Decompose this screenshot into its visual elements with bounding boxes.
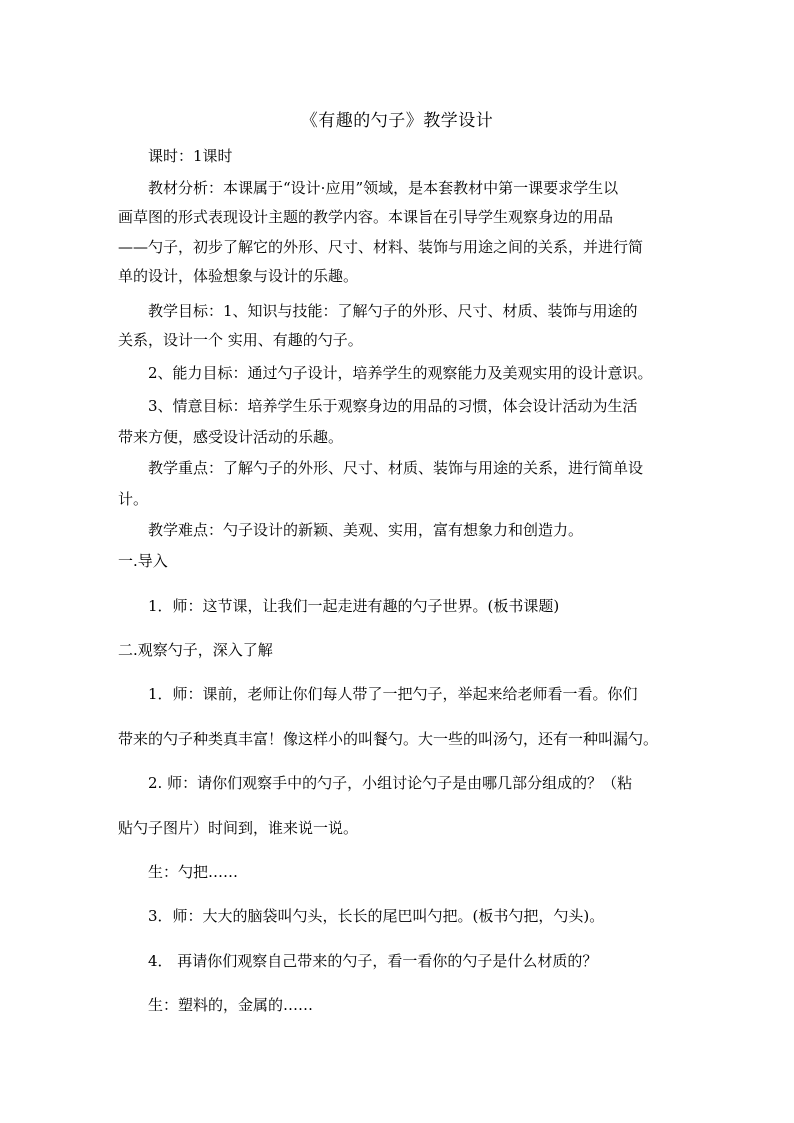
paragraph-line: 1．师：课前，老师让你们每人带了一把勺子，举起来给老师看一看。你们 bbox=[148, 685, 638, 703]
paragraph-line: 贴勺子图片）时间到，谁来说一说。 bbox=[118, 819, 359, 837]
paragraph-line: 3、情意目标：培养学生乐于观察身边的用品的习惯，体会设计活动为生活 bbox=[148, 397, 638, 415]
paragraph-line: 教学重点：了解勺子的外形、尺寸、材质、装饰与用途的关系，进行简单设 bbox=[148, 459, 644, 477]
paragraph-line: 带来的勺子种类真丰富！像这样小的叫餐勺。大一些的叫汤勺，还有一种叫漏勺。 bbox=[118, 730, 659, 748]
paragraph-line: 2. 师：请你们观察手中的勺子，小组讨论勺子是由哪几部分组成的？（粘 bbox=[148, 774, 633, 792]
paragraph-line: 4． 再请你们观察自己带来的勺子，看一看你的勺子是什么材质的？ bbox=[148, 952, 598, 970]
paragraph-line: 带来方便，感受设计活动的乐趣。 bbox=[118, 428, 344, 446]
section-heading: 二.观察勺子，深入了解 bbox=[118, 641, 273, 659]
paragraph-line: 2、能力目标：通过勺子设计，培养学生的观察能力及美观实用的设计意识。 bbox=[148, 364, 653, 382]
paragraph-line: ——勺子，初步了解它的外形、尺寸、材料、装饰与用途之间的关系，并进行简 bbox=[118, 238, 644, 256]
section-heading: 一.导入 bbox=[118, 552, 168, 570]
paragraph-line: 计。 bbox=[118, 490, 149, 508]
paragraph-line: 课时：1课时 bbox=[148, 147, 233, 165]
paragraph-line: 生：勺把…… bbox=[148, 863, 239, 881]
paragraph-line: 教学难点：勺子设计的新颖、美观、实用，富有想象力和创造力。 bbox=[148, 521, 584, 539]
paragraph-line: 1．师：这节课，让我们一起走进有趣的勺子世界。(板书课题) bbox=[148, 597, 560, 615]
paragraph-line: 3．师：大大的脑袋叫勺头，长长的尾巴叫勺把。(板书勺把，勺头)。 bbox=[148, 907, 605, 925]
paragraph-line: 生：塑料的，金属的…… bbox=[148, 996, 314, 1014]
document-title: 《有趣的勺子》教学设计 bbox=[300, 111, 494, 131]
paragraph-line: 单的设计，体验想象与设计的乐趣。 bbox=[118, 267, 359, 285]
paragraph-line: 画草图的形式表现设计主题的教学内容。本课旨在引导学生观察身边的用品 bbox=[118, 208, 614, 226]
paragraph-line: 教学目标：1、知识与技能：了解勺子的外形、尺寸、材质、装饰与用途的 bbox=[148, 302, 638, 320]
paragraph-line: 教材分析：本课属于“设计·应用”领域，是本套教材中第一课要求学生以 bbox=[148, 179, 619, 197]
paragraph-line: 关系，设计一个 实用、有趣的勺子。 bbox=[118, 331, 363, 349]
